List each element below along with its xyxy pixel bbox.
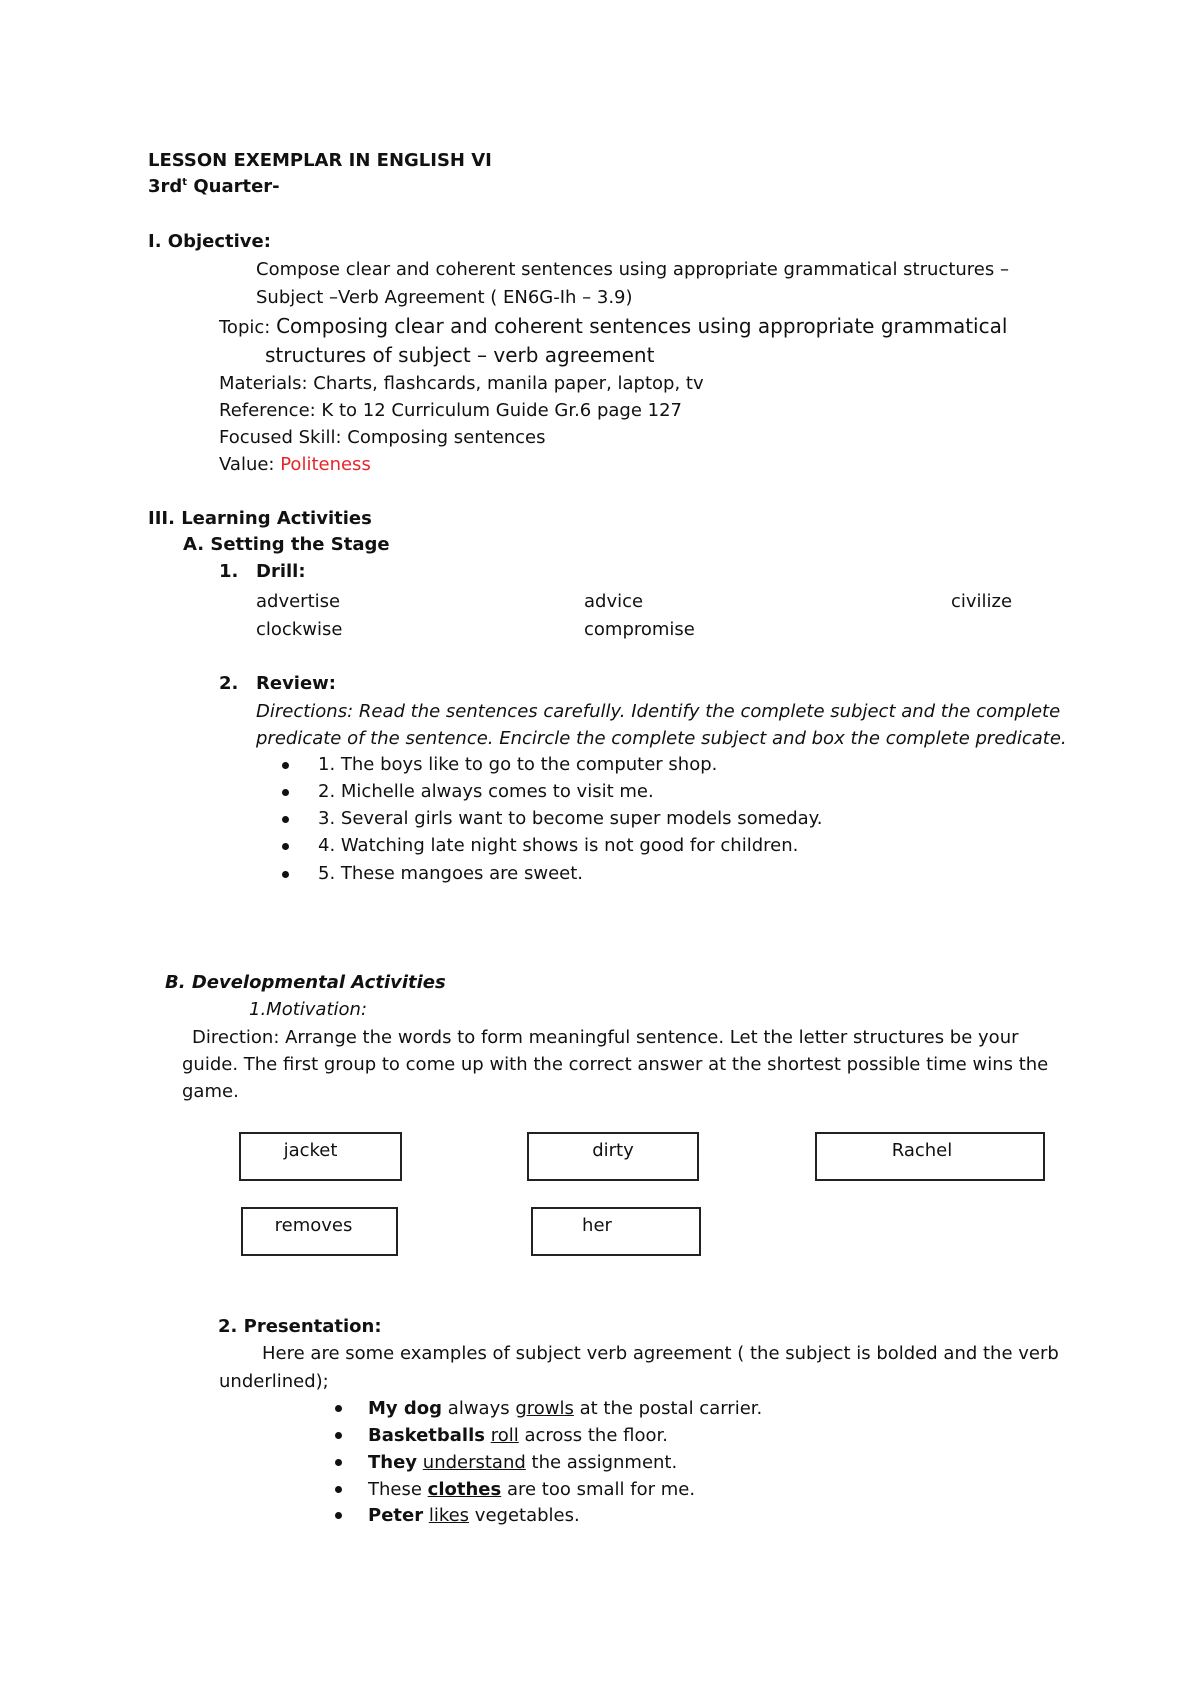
- bullet-icon: [335, 1486, 342, 1493]
- word-card-label: removes: [274, 1215, 353, 1236]
- word-card-label: Rachel: [891, 1140, 953, 1161]
- motivation-direction-2: guide. The first group to come up with the correct answer at the shortest possible time wins the: [182, 1054, 1049, 1075]
- objective-line-2: Subject –Verb Agreement ( EN6G-Ih – 3.9): [256, 287, 633, 308]
- word-card-removes: [241, 1207, 398, 1256]
- topic-text-2: structures of subject – verb agreement: [265, 343, 655, 367]
- bullet-icon: [282, 843, 289, 850]
- topic-label: Topic:: [219, 317, 277, 338]
- materials: Materials: Charts, flashcards, manila paper, laptop, tv: [219, 373, 704, 394]
- example-verb: roll: [490, 1425, 519, 1446]
- example-subject: Peter: [368, 1505, 424, 1526]
- review-heading: Review:: [256, 673, 337, 694]
- drill-word-civilize: civilize: [951, 591, 1013, 612]
- drill-word-advertise: advertise: [256, 591, 341, 612]
- objective-line-1: Compose clear and coherent sentences using appropriate grammatical structures –: [256, 259, 1009, 280]
- example-5: [368, 1507, 580, 1525]
- review-number: 2.: [219, 673, 239, 694]
- motivation-direction-3: game.: [182, 1081, 239, 1102]
- example-verb: likes: [428, 1505, 470, 1526]
- review-item-1: 1. The boys like to go to the computer shop.: [318, 754, 718, 775]
- review-item-4: 4. Watching late night shows is not good for children.: [318, 835, 799, 856]
- bullet-icon: [282, 871, 289, 878]
- example-verb: understand: [422, 1452, 526, 1473]
- setting-stage-heading: A. Setting the Stage: [183, 534, 390, 555]
- quarter-number: 3rd: [148, 176, 183, 197]
- quarter-rest: Quarter-: [187, 176, 280, 197]
- word-card-label: dirty: [592, 1140, 634, 1161]
- word-card-label: her: [582, 1215, 612, 1236]
- presentation-line-1: Here are some examples of subject verb agreement ( the subject is bolded and the verb: [262, 1343, 1059, 1364]
- topic-text-1: Composing clear and coherent sentences using appropriate grammatical: [276, 314, 1008, 338]
- drill-number: 1.: [219, 561, 239, 582]
- example-verb: growls: [515, 1398, 574, 1419]
- drill-heading: Drill:: [256, 561, 306, 582]
- topic-line-1: [219, 316, 1007, 337]
- example-subject: Basketballs: [368, 1425, 485, 1446]
- word-card-dirty: [527, 1132, 699, 1181]
- review-item-3: 3. Several girls want to become super models someday.: [318, 808, 823, 829]
- bullet-icon: [282, 816, 289, 823]
- drill-word-advice: advice: [584, 591, 644, 612]
- reference: Reference: K to 12 Curriculum Guide Gr.6 page 127: [219, 400, 683, 421]
- quarter-superscript: t: [182, 177, 188, 188]
- value-label: Value:: [219, 454, 281, 475]
- developmental-heading: B. Developmental Activities: [165, 972, 446, 993]
- example-1: [368, 1400, 762, 1418]
- value-text: Politeness: [280, 454, 371, 475]
- word-card-her: [531, 1207, 701, 1256]
- learning-activities-heading: III. Learning Activities: [148, 508, 372, 529]
- drill-word-clockwise: clockwise: [256, 619, 343, 640]
- example-4: [368, 1481, 695, 1499]
- drill-word-compromise: compromise: [584, 619, 695, 640]
- example-text: are too small for me.: [506, 1479, 696, 1500]
- example-text: across the floor.: [518, 1425, 668, 1446]
- review-directions-1: Directions: Read the sentences carefully. Identify the complete subject and the complete: [256, 701, 1061, 722]
- example-text: vegetables.: [469, 1505, 580, 1526]
- example-text: at the postal carrier.: [573, 1398, 763, 1419]
- bullet-icon: [335, 1432, 342, 1439]
- example-subject: My dog: [368, 1398, 443, 1419]
- lesson-title: LESSON EXEMPLAR IN ENGLISH VI: [148, 150, 492, 171]
- value-line: [219, 456, 371, 474]
- review-item-2: 2. Michelle always comes to visit me.: [318, 781, 654, 802]
- motivation-direction-1: Direction: Arrange the words to form meaningful sentence. Let the letter structures be your: [192, 1027, 1019, 1048]
- focused-skill: Focused Skill: Composing sentences: [219, 427, 546, 448]
- example-2: [368, 1427, 668, 1445]
- bullet-icon: [335, 1459, 342, 1466]
- review-item-5: 5. These mangoes are sweet.: [318, 863, 583, 884]
- motivation-heading: 1.Motivation:: [249, 999, 368, 1020]
- bullet-icon: [335, 1405, 342, 1412]
- objective-heading: I. Objective:: [148, 231, 271, 252]
- presentation-line-2: underlined);: [219, 1371, 329, 1392]
- example-text: These: [368, 1479, 428, 1500]
- example-text: always: [442, 1398, 516, 1419]
- example-text: the assignment.: [525, 1452, 678, 1473]
- bullet-icon: [335, 1512, 342, 1519]
- example-subject: clothes: [427, 1479, 502, 1500]
- example-3: [368, 1454, 677, 1472]
- presentation-heading: 2. Presentation:: [218, 1316, 382, 1337]
- bullet-icon: [282, 789, 289, 796]
- review-directions-2: predicate of the sentence. Encircle the complete subject and box the complete predicate.: [256, 728, 1067, 749]
- word-card-label: jacket: [283, 1140, 338, 1161]
- word-card-jacket: [239, 1132, 402, 1181]
- bullet-icon: [282, 762, 289, 769]
- example-subject: They: [368, 1452, 418, 1473]
- word-card-rachel: [815, 1132, 1045, 1181]
- quarter-label: [148, 178, 280, 196]
